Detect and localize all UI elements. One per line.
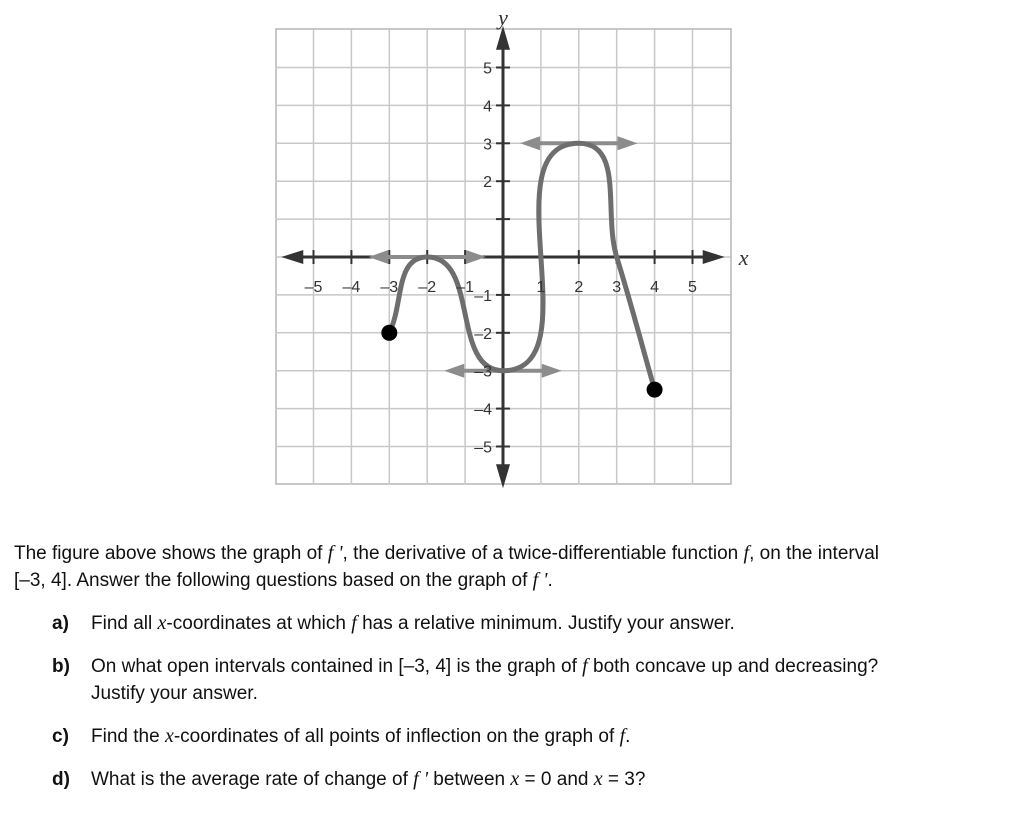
x-variable: x bbox=[510, 768, 520, 790]
question-text-part: = 0 and bbox=[519, 769, 594, 790]
question-text-part: Find the bbox=[91, 726, 165, 747]
f-symbol: f bbox=[743, 542, 750, 564]
y-tick-label: –1 bbox=[474, 287, 492, 305]
intro-text: . bbox=[547, 570, 553, 591]
x-tick-label: –2 bbox=[418, 279, 437, 296]
y-tick-label: –4 bbox=[474, 401, 492, 419]
f-prime-symbol: f ' bbox=[327, 542, 343, 564]
x-tick-label: 1 bbox=[536, 279, 546, 296]
f-symbol: f bbox=[619, 725, 626, 747]
x-tick-label: 3 bbox=[612, 279, 622, 296]
question-label: b) bbox=[52, 656, 70, 677]
y-axis-label: y bbox=[498, 5, 508, 30]
question-text-part: both concave up and decreasing? bbox=[587, 656, 879, 677]
question-label: d) bbox=[52, 769, 70, 790]
y-tick-label: 5 bbox=[483, 60, 492, 78]
intro-text: , on the interval bbox=[749, 543, 880, 564]
x-tick-label: 4 bbox=[650, 279, 660, 296]
f-symbol: f bbox=[582, 655, 588, 677]
question-text bbox=[91, 723, 1004, 750]
problem-text bbox=[14, 540, 1004, 793]
question-text-part: Find all bbox=[91, 613, 158, 634]
question-a bbox=[14, 610, 1004, 637]
question-text-part: -coordinates of all points of inflection on the graph of bbox=[173, 726, 620, 747]
intro-text: , the derivative of a twice-differentiable function bbox=[342, 543, 744, 564]
y-tick-label: –2 bbox=[474, 325, 492, 343]
y-tick-label: 4 bbox=[483, 98, 492, 116]
y-tick-label: 3 bbox=[483, 136, 492, 154]
x-tick-label: –4 bbox=[342, 279, 361, 296]
x-tick-label: 2 bbox=[574, 279, 584, 296]
question-text-part: On what open intervals contained in [–3, 4] is the graph of bbox=[91, 656, 583, 677]
question-text-part: = 3? bbox=[602, 769, 646, 790]
question-d bbox=[14, 766, 1004, 793]
question-text bbox=[91, 653, 1004, 707]
x-axis-label: x bbox=[738, 245, 749, 270]
f-prime-symbol: f ' bbox=[532, 569, 548, 591]
question-text-part: has a relative minimum. Justify your answer. bbox=[356, 613, 735, 634]
x-tick-label: –5 bbox=[304, 279, 323, 296]
question-label: a) bbox=[52, 613, 69, 634]
x-tick-label: –3 bbox=[380, 279, 399, 296]
question-text-part: . bbox=[625, 726, 631, 747]
f-prime-symbol: f ' bbox=[413, 768, 428, 790]
f-symbol: f bbox=[351, 612, 357, 634]
question-label: c) bbox=[52, 726, 69, 747]
y-tick-label: –5 bbox=[474, 439, 492, 457]
problem-intro bbox=[14, 540, 1004, 594]
x-tick-label: –1 bbox=[456, 279, 474, 296]
question-c bbox=[14, 723, 1004, 750]
x-variable: x bbox=[593, 768, 603, 790]
x-tick-label: 5 bbox=[688, 279, 697, 296]
question-text-part: Justify your answer. bbox=[91, 683, 258, 704]
endpoint-dot bbox=[647, 382, 663, 398]
y-tick-label: 2 bbox=[483, 174, 492, 192]
x-variable: x bbox=[157, 612, 167, 634]
question-text bbox=[91, 766, 1004, 793]
x-variable: x bbox=[164, 725, 174, 747]
intro-text: [–3, 4]. Answer the following questions based on the graph of bbox=[14, 570, 533, 591]
question-text bbox=[91, 610, 1004, 637]
endpoint-dot bbox=[381, 325, 397, 341]
question-b bbox=[14, 653, 1004, 707]
y-tick-label: –3 bbox=[474, 363, 492, 381]
question-text-part: between bbox=[427, 769, 511, 790]
question-text-part: -coordinates at which bbox=[166, 613, 352, 634]
question-text-part: What is the average rate of change of bbox=[91, 769, 414, 790]
intro-text: The figure above shows the graph of bbox=[14, 543, 328, 564]
